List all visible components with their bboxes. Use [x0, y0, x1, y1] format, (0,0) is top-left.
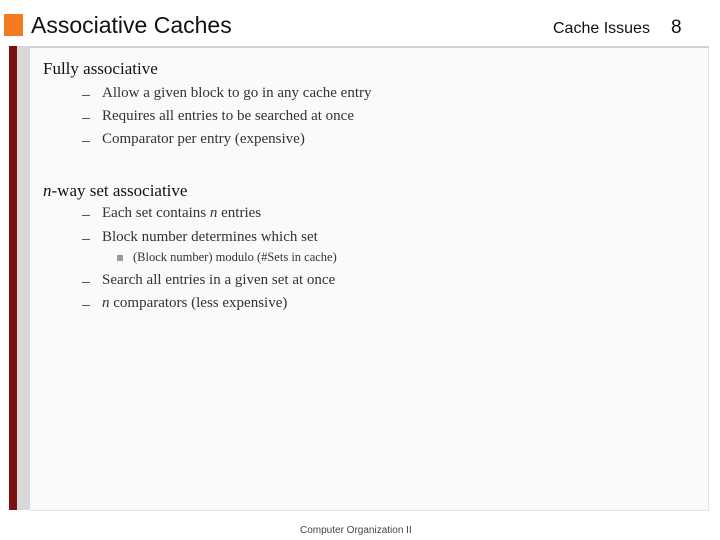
bullet-italic: n	[209, 205, 218, 221]
square-bullet-marker	[117, 255, 123, 261]
dash-marker	[82, 118, 90, 119]
slide-title: Associative Caches	[31, 12, 232, 38]
bullet-item	[102, 205, 261, 222]
bullet-item	[102, 295, 287, 312]
bullet-item: Search all entries in a given set at once	[102, 272, 336, 288]
bullet-text: entries	[217, 205, 262, 221]
heading-rest: -way set associative	[51, 181, 188, 200]
bullet-item: Allow a given block to go in any cache entry	[102, 85, 372, 101]
footer-text: Computer Organization II	[300, 525, 412, 536]
bullet-italic: n	[102, 295, 110, 311]
orange-square-logo	[4, 14, 23, 36]
dash-marker	[82, 95, 90, 96]
dash-marker	[82, 282, 90, 283]
page-number: 8	[671, 17, 682, 38]
dash-marker	[82, 305, 90, 306]
dash-marker	[82, 215, 90, 216]
heading-italic-n: n	[43, 181, 52, 200]
bullet-text: Each set contains	[102, 205, 210, 221]
left-accent-bar	[9, 46, 17, 510]
bullet-item: Comparator per entry (expensive)	[102, 131, 305, 147]
bullet-text: comparators (less expensive)	[109, 295, 288, 311]
bullet-item: Block number determines which set	[102, 229, 318, 245]
left-bar-shadow	[17, 46, 30, 510]
section-label: Cache Issues	[553, 20, 650, 37]
bullet-item: Requires all entries to be searched at once	[102, 108, 354, 124]
heading-n-way-set-associative	[43, 181, 187, 201]
dash-marker	[82, 239, 90, 240]
sub-bullet-item: (Block number) modulo (#Sets in cache)	[133, 250, 337, 264]
dash-marker	[82, 141, 90, 142]
heading-fully-associative: Fully associative	[43, 59, 158, 78]
